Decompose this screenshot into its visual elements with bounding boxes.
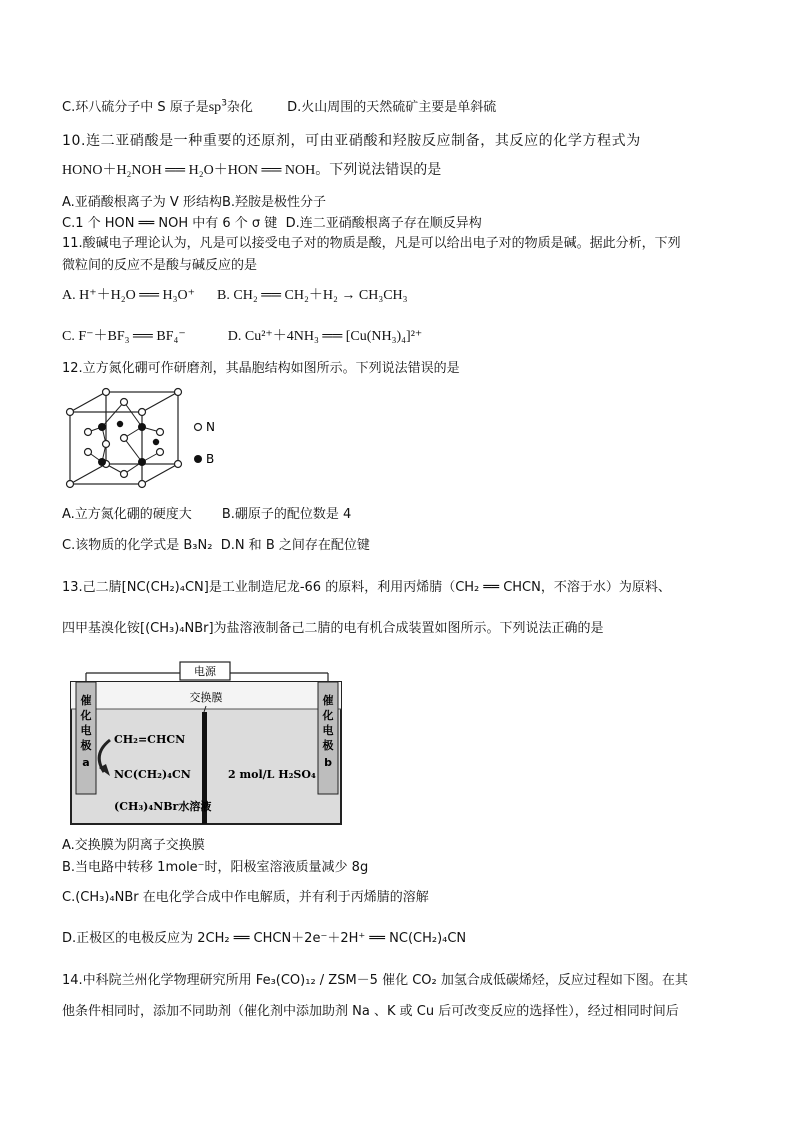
electrode-b-char-4: 极 bbox=[322, 739, 334, 752]
q12-option-a: A.立方氮化硼的硬度大 bbox=[62, 507, 192, 522]
boron-nitride-unit-cell-figure bbox=[62, 382, 242, 497]
electrode-b-char-5: b bbox=[324, 756, 332, 769]
electrode-a-char-3: 电 bbox=[80, 724, 92, 737]
q11-option-d: D. Cu²⁺＋4NH₃ ══ [Cu(NH₃)₄]²⁺ bbox=[227, 329, 423, 344]
q13-option-b: B.当电路中转移 1mole⁻时，阳极室溶液质量减少 8g bbox=[62, 860, 369, 875]
q12-options-cd bbox=[62, 536, 370, 556]
left-solution-label: (CH₃)₄NBr水溶液 bbox=[114, 800, 212, 813]
q12-stem: 12.立方氮化硼可作研磨剂，其晶胞结构如图所示。下列说法错误的是 bbox=[62, 361, 460, 376]
right-solution-label: 2 mol/L H₂SO₄ bbox=[228, 768, 316, 781]
electrode-b-char-1: 催 bbox=[322, 694, 334, 707]
q10-option-d: D.连二亚硝酸根离子存在顺反异构 bbox=[285, 216, 482, 231]
q14-stem-line2: 他条件相同时，添加不同助剂（催化剂中添加助剂 Na 、K 或 Cu 后可改变反应的选择性），经过相同时间后 bbox=[62, 1004, 679, 1019]
q10-option-c: C.1 个 HON ══ NOH 中有 6 个 σ 键 bbox=[62, 216, 278, 231]
q11-stem-line2: 微粒间的反应不是酸与碱反应的是 bbox=[62, 258, 258, 273]
q9-option-c: C.环八硫分子中 S 原子是$sp^3$杂化 bbox=[62, 98, 253, 115]
q13-option-c: C.(CH₃)₄NBr 在电化学合成中作电解质，并有利于丙烯腈的溶解 bbox=[62, 890, 429, 905]
reactant-label: CH₂=CHCN bbox=[114, 733, 186, 746]
q12-option-d: D.N 和 B 之间存在配位键 bbox=[220, 538, 370, 553]
q14-stem-line1: 14.中科院兰州化学物理研究所用 Fe₃(CO)₁₂ / ZSM－5 催化 CO₂ 加氢合成低碳烯烃，反应过程如下图。在其 bbox=[62, 973, 688, 988]
q13-option-a: A.交换膜为阴离子交换膜 bbox=[62, 838, 205, 853]
electrode-a-char-4: 极 bbox=[80, 739, 92, 752]
q10-stem-line1: 10.连二亚硝酸是一种重要的还原剂，可由亚硝酸和羟胺反应制备，其反应的化学方程式为 bbox=[62, 133, 641, 149]
product-label: NC(CH₂)₄CN bbox=[114, 768, 191, 781]
q11-stem-line1: 11.酸碱电子理论认为，凡是可以接受电子对的物质是酸，凡是可以给出电子对的物质是碱。据此分析，下列 bbox=[62, 236, 681, 251]
q12-options-ab bbox=[62, 505, 351, 525]
electrode-b-char-2: 化 bbox=[322, 709, 334, 722]
q9-options bbox=[62, 98, 496, 118]
membrane-label: 交换膜 bbox=[189, 691, 223, 704]
electrolysis-apparatus-figure bbox=[66, 660, 346, 828]
q13-stem-line1: 13.己二腈[NC(CH₂)₄CN]是工业制造尼龙-66 的原料，利用丙烯腈（CH₂ ══ CHCN，不溶于水）为原料、 bbox=[62, 580, 671, 595]
q9-option-d: D.火山周围的天然硫矿主要是单斜硫 bbox=[287, 100, 497, 115]
legend-n-label: N bbox=[206, 420, 215, 434]
q12-option-c: C.该物质的化学式是 B₃N₂ bbox=[62, 538, 213, 553]
q10-options-cd bbox=[62, 214, 482, 234]
power-source-label: 电源 bbox=[194, 665, 216, 678]
q13-stem-line2: 四甲基溴化铵[(CH₃)₄NBr]为盐溶液制备己二腈的电有机合成装置如图所示。下列说法正确的是 bbox=[62, 621, 604, 636]
electrode-a-char-5: a bbox=[82, 756, 90, 769]
q11-option-a: A. H⁺＋H₂O ══ H₃O⁺ bbox=[62, 288, 196, 303]
q11-options-ab bbox=[62, 286, 408, 306]
q13-option-d: D.正极区的电极反应为 2CH₂ ══ CHCN＋2e⁻＋2H⁺ ══ NC(CH₂)₄CN bbox=[62, 931, 467, 946]
q10-stem-line2: HONO＋H₂NOH ══ H₂O＋HON ══ NOH。下列说法错误的是 bbox=[62, 162, 442, 178]
electrode-a-char-2: 化 bbox=[80, 709, 92, 722]
q11-option-b: B. CH₂ ══ CH₂＋H₂ → CH₃CH₃ bbox=[217, 288, 408, 303]
q10-option-b: B.羟胺是极性分子 bbox=[221, 195, 327, 210]
q11-option-c: C. F⁻＋BF₃ ══ BF₄⁻ bbox=[62, 329, 186, 344]
q10-options-ab bbox=[62, 193, 326, 213]
electrode-a-char-1: 催 bbox=[80, 694, 92, 707]
q12-option-b: B.硼原子的配位数是 4 bbox=[221, 507, 352, 522]
q10-equation: HONO＋H₂NOH ══ H₂O＋HON ══ NOH bbox=[62, 163, 316, 178]
electrode-b-char-3: 电 bbox=[322, 724, 334, 737]
q11-options-cd bbox=[62, 327, 422, 347]
legend-b-label: B bbox=[206, 452, 215, 466]
q10-option-a: A.亚硝酸根离子为 V 形结构 bbox=[62, 195, 222, 210]
